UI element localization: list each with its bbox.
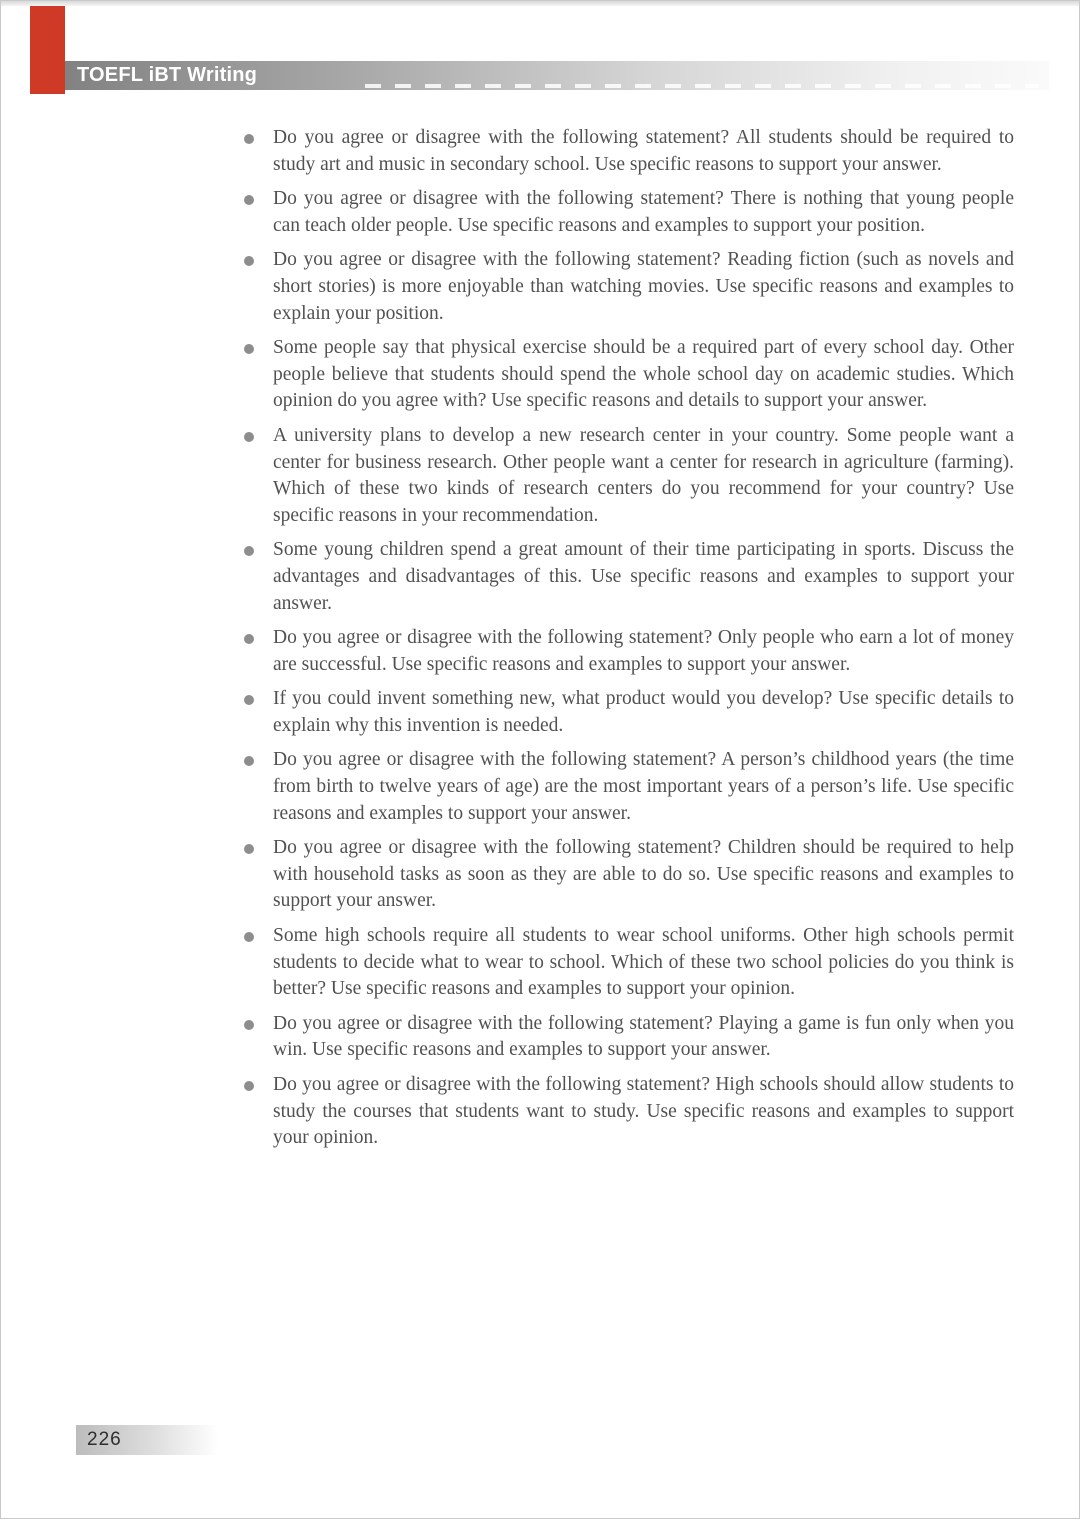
page-header-title: TOEFL iBT Writing xyxy=(77,64,258,86)
prompt-text: Do you agree or disagree with the following statement? Playing a game is fun only when you win. Use specific reasons and examples to support your answer. xyxy=(273,1012,1014,1061)
prompt-list xyxy=(244,125,1014,1160)
page-number-bar xyxy=(76,1425,218,1455)
bullet-icon xyxy=(244,634,254,644)
prompt-text: Some high schools require all students to wear school uniforms. Other high schools permit students to decide what to wear to school. Which of these two school policies do you think is better? Use specific reasons and examples to support your opinion. xyxy=(273,925,1014,1000)
prompt-item xyxy=(244,1011,1014,1064)
bullet-icon xyxy=(244,844,254,854)
prompt-text: Some young children spend a great amount of their time participating in sports. Discuss the advantages and disadvantages of this. Use specific reasons and examples to support your answer. xyxy=(273,539,1014,614)
page-number: 226 xyxy=(87,1429,122,1450)
page-top-edge xyxy=(1,1,1079,6)
prompt-text: Do you agree or disagree with the following statement? There is nothing that young people can teach older people. Use specific reasons and examples to support your position. xyxy=(273,188,1014,236)
header-bar xyxy=(65,61,1049,90)
prompt-item xyxy=(244,747,1014,827)
bullet-icon xyxy=(244,695,254,705)
prompt-text: Do you agree or disagree with the following statement? Children should be required to help with household tasks as soon as they are able to do so. Use specific reasons and examples to support your answer. xyxy=(273,837,1014,912)
prompt-text: Do you agree or disagree with the following statement? Reading fiction (such as novels and short stories) is more enjoyable than watching movies. Use specific reasons and examples to explain your position. xyxy=(273,249,1014,324)
bullet-icon xyxy=(244,134,254,144)
prompt-text: Some people say that physical exercise should be a required part of every school day. Other people believe that students should spend the whole school day on academic studies. Which opinion do you agree with? Use specific reasons and details to support your answer. xyxy=(273,337,1014,412)
prompt-text: Do you agree or disagree with the following statement? All students should be required to study art and music in secondary school. Use specific reasons to support your answer. xyxy=(273,127,1014,175)
red-corner-strip xyxy=(30,6,65,94)
prompt-item xyxy=(244,686,1014,739)
prompt-text: Do you agree or disagree with the following statement? A person’s childhood years (the time from birth to twelve years of age) are the most important years of a person’s life. Use specific reasons and examples to support your answer. xyxy=(273,749,1014,824)
prompt-item xyxy=(244,923,1014,1003)
bullet-icon xyxy=(244,432,254,442)
bullet-icon xyxy=(244,1020,254,1030)
prompt-text: A university plans to develop a new research center in your country. Some people want a center for business research. Other people want a center for research in agriculture (farming). Which of these two kinds of research centers do you recommend for your country? Use specific reasons in your recommendation. xyxy=(273,424,1014,526)
bullet-icon xyxy=(244,195,254,205)
prompt-item xyxy=(244,835,1014,915)
prompt-item xyxy=(244,247,1014,327)
prompt-item xyxy=(244,186,1014,239)
bullet-icon xyxy=(244,546,254,556)
prompt-text: Do you agree or disagree with the following statement? High schools should allow students to study the courses that students want to study. Use specific reasons and examples to support your opinion. xyxy=(273,1074,1014,1149)
bullet-icon xyxy=(244,756,254,766)
bullet-icon xyxy=(244,344,254,354)
bullet-icon xyxy=(244,1081,254,1091)
bullet-icon xyxy=(244,256,254,266)
prompt-text: If you could invent something new, what product would you develop? Use specific details to explain why this invention is needed. xyxy=(273,688,1014,736)
prompt-text: Do you agree or disagree with the following statement? Only people who earn a lot of money are successful. Use specific reasons and examples to support your answer. xyxy=(273,627,1014,675)
prompt-item xyxy=(244,1072,1014,1152)
prompt-item xyxy=(244,335,1014,415)
prompt-item xyxy=(244,625,1014,678)
prompt-item xyxy=(244,125,1014,178)
bullet-icon xyxy=(244,932,254,942)
prompt-item xyxy=(244,423,1014,529)
prompt-item xyxy=(244,537,1014,617)
